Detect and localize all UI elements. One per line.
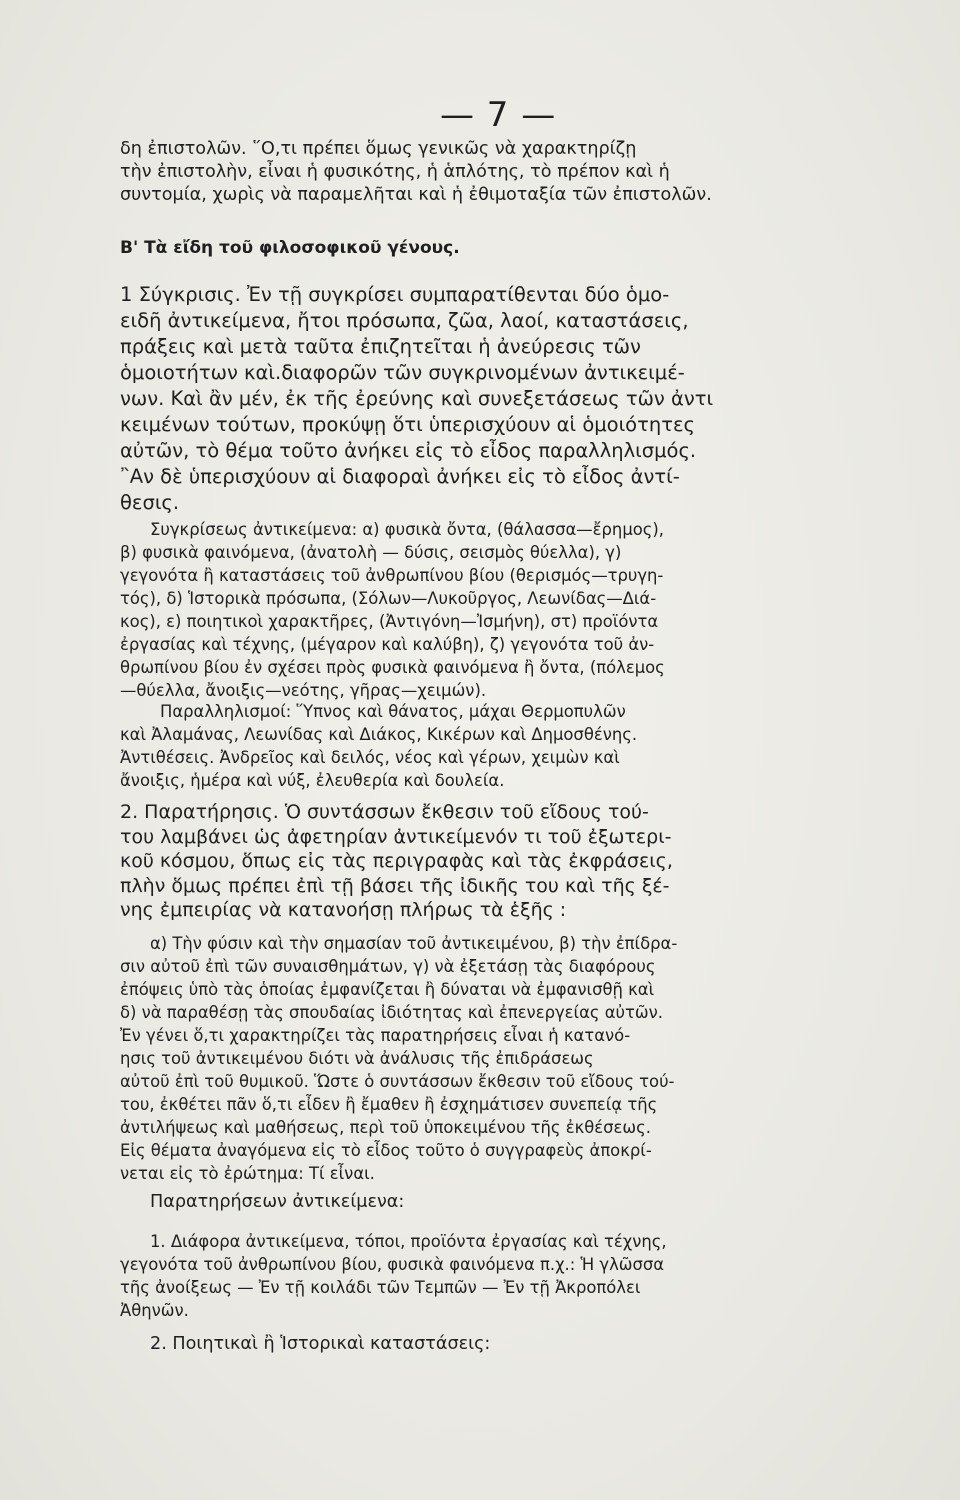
parallels-and-antitheses [120,700,820,792]
text-line: Παραλληλισμοί: Ὕπνος καὶ θάνατος, μάχαι Θερμοπυλῶν [160,702,626,721]
observation-paragraph [120,800,820,923]
text-line: γεγονότα τοῦ ἀνθρωπίνου βίου, φυσικὰ φαινόμενα π.χ.: Ἡ γλῶσσα [120,1255,665,1274]
comparison-paragraph [120,282,820,516]
text-line: του λαμβάνει ὡς ἀφετηρίαν ἀντικείμενόν τι τοῦ ἐξωτερι- [120,825,672,848]
text-line: θεσις. [120,491,180,514]
text-line: κοῦ κόσμου, ὅπως εἰς τὰς περιγραφὰς καὶ τὰς ἐκφράσεις, [120,850,673,873]
text-line: —θύελλα, ἄνοιξις—νεότης, γῆρας—χειμών). [120,681,487,700]
text-line: ἀντιλήψεως καὶ μαθήσεως, περὶ τοῦ ὑποκειμένου τῆς ἐκθέσεως. [120,1118,651,1137]
text-line: θρωπίνου βίου ἐν σχέσει πρὸς φυσικὰ φαινόμενα ἢ ὄντα, (πόλεμος [120,658,665,677]
topics-intro [120,1190,820,1215]
observation-details [120,932,820,1185]
text-line: α) Τὴν φύσιν καὶ τὴν σημασίαν τοῦ ἀντικειμένου, β) τὴν ἐπίδρα- [150,934,678,953]
text-line: τῆς ἀνοίξεως — Ἐν τῇ κοιλάδι τῶν Τεμπῶν — Ἐν τῇ Ἀκροπόλει [120,1278,641,1297]
text-line: δ) νὰ παραθέσῃ τὰς σπουδαίας ἰδιότητας καὶ ἐπενεργείας αὐτῶν. [120,1003,663,1022]
text-line: ἐπόψεις ὑπὸ τὰς ὁποίας ἐμφανίζεται ἢ δύναται νὰ ἐμφανισθῇ καὶ [120,980,655,999]
text-line: ὁμοιοτήτων καὶ.διαφορῶν τῶν συγκρινομένων ἀντικειμέ- [120,361,685,384]
text-line: καὶ Ἀλαμάνας, Λεωνίδας καὶ Διάκος, Κικέρων καὶ Δημοσθένης. [120,725,638,744]
text-line: δη ἐπιστολῶν. ῞Ο,τι πρέπει ὅμως γενικῶς νὰ χαρακτηρίζῃ [120,139,637,159]
text-line: συντομία, χωρὶς νὰ παραμελῆται καὶ ἡ ἐθιμοταξία τῶν ἐπιστολῶν. [120,185,712,205]
text-line: κος), ε) ποιητικοὶ χαρακτῆρες, (Ἀντιγόνη—Ἰσμήνη), στ) προϊόντα [120,612,659,631]
text-line: τός), δ) Ἱστορικὰ πρόσωπα, (Σόλων—Λυκοῦργος, Λεωνίδας—Διά- [120,589,657,608]
text-line: Ἀντιθέσεις. Ἀνδρεῖος καὶ δειλός, νέος καὶ γέρων, χειμὼν καὶ [120,748,620,767]
text-line: β) φυσικὰ φαινόμενα, (ἀνατολὴ — δύσις, σεισμὸς θύελλα), γ) [120,543,622,562]
text-line: γεγονότα ἢ καταστάσεις τοῦ ἀνθρωπίνου βίου (θερισμός—τρυγη- [120,566,664,585]
text-line: 2. Ποιητικαὶ ἢ Ἱστορικαὶ καταστάσεις: [150,1334,491,1354]
topic-list-item-1 [120,1230,820,1322]
text-line: νης ἐμπειρίας νὰ κατανοήσῃ πλήρως τὰ ἑξῆς : [120,899,567,922]
intro-paragraph [120,138,820,207]
text-line: τὴν ἐπιστολὴν, εἶναι ἡ φυσικότης, ἡ ἁπλότης, τὸ πρέπον καὶ ἡ [120,162,670,182]
text-line: πράξεις καὶ μετὰ ταῦτα ἐπιζητεῖται ἡ ἀνεύρεσις τῶν [120,335,641,358]
text-line: ῍Αν δὲ ὑπερισχύουν αἱ διαφοραὶ ἀνήκει εἰς τὸ εἶδος ἀντί- [120,465,680,488]
text-line: ἐργασίας καὶ τέχνης, (μέγαρον καὶ καλύβη), ζ) γεγονότα τοῦ ἀν- [120,635,655,654]
page-number: — 7 — [440,95,557,135]
text-line: ειδῆ ἀντικείμενα, ἤτοι πρόσωπα, ζῶα, λαοί, καταστάσεις, [120,309,689,332]
text-line: ησις τοῦ ἀντικειμένου διότι νὰ ἀνάλυσις τῆς ἐπιδράσεως [120,1049,594,1068]
text-line: ἄνοιξις, ἡμέρα καὶ νύξ, ἐλευθερία καὶ δουλεία. [120,771,505,790]
text-line: κειμένων τούτων, προκύψῃ ὅτι ὑπερισχύουν αἱ ὁμοιότητες [120,413,695,436]
text-line: Ἐν γένει ὅ,τι χαρακτηρίζει τὰς παρατηρήσεις εἶναι ἡ κατανό- [120,1026,631,1045]
text-line: αὐτοῦ ἐπὶ τοῦ θυμικοῦ. Ὥστε ὁ συντάσσων ἔκθεσιν τοῦ εἴδους τού- [120,1072,675,1091]
text-line: 1 Σύγκρισις. Ἐν τῇ συγκρίσει συμπαρατίθενται δύο ὁμο- [120,283,670,306]
section-heading: Β' Τὰ εἴδη τοῦ φιλοσοφικοῦ γένους. [120,238,460,258]
text-line: Συγκρίσεως ἀντικείμενα: α) φυσικὰ ὄντα, (θάλασσα—ἔρημος), [150,520,664,539]
topic-list-item-2 [120,1332,820,1357]
comparison-examples [120,518,820,702]
text-line: σιν αὐτοῦ ἐπὶ τῶν συναισθημάτων, γ) νὰ ἐξετάσῃ τὰς διαφόρους [120,957,656,976]
text-line: Παρατηρήσεων ἀντικείμενα: [150,1192,405,1212]
text-line: πλὴν ὅμως πρέπει ἐπὶ τῇ βάσει τῆς ἰδικῆς του καὶ τῆς ξέ- [120,874,670,897]
text-line: νων. Καὶ ἂν μέν, ἐκ τῆς ἐρεύνης καὶ συνεξετάσεως τῶν ἀντι [120,387,714,410]
text-line: Εἰς θέματα ἀναγόμενα εἰς τὸ εἶδος τοῦτο ὁ συγγραφεὺς ἀποκρί- [120,1141,652,1160]
text-line: 2. Παρατήρησις. Ὁ συντάσσων ἔκθεσιν τοῦ εἴδους τού- [120,801,649,823]
text-line: νεται εἰς τὸ ἐρώτημα: Τί εἶναι. [120,1164,375,1183]
text-line: 1. Διάφορα ἀντικείμενα, τόποι, προϊόντα ἐργασίας καὶ τέχνης, [150,1232,667,1251]
text-line: αὐτῶν, τὸ θέμα τοῦτο ἀνήκει εἰς τὸ εἶδος παραλληλισμός. [120,439,697,462]
text-line: του, ἐκθέτει πᾶν ὅ,τι εἶδεν ἢ ἔμαθεν ἢ ἐσχημάτισεν συνεπείᾳ τῆς [120,1095,658,1114]
text-line: Ἀθηνῶν. [120,1301,189,1320]
